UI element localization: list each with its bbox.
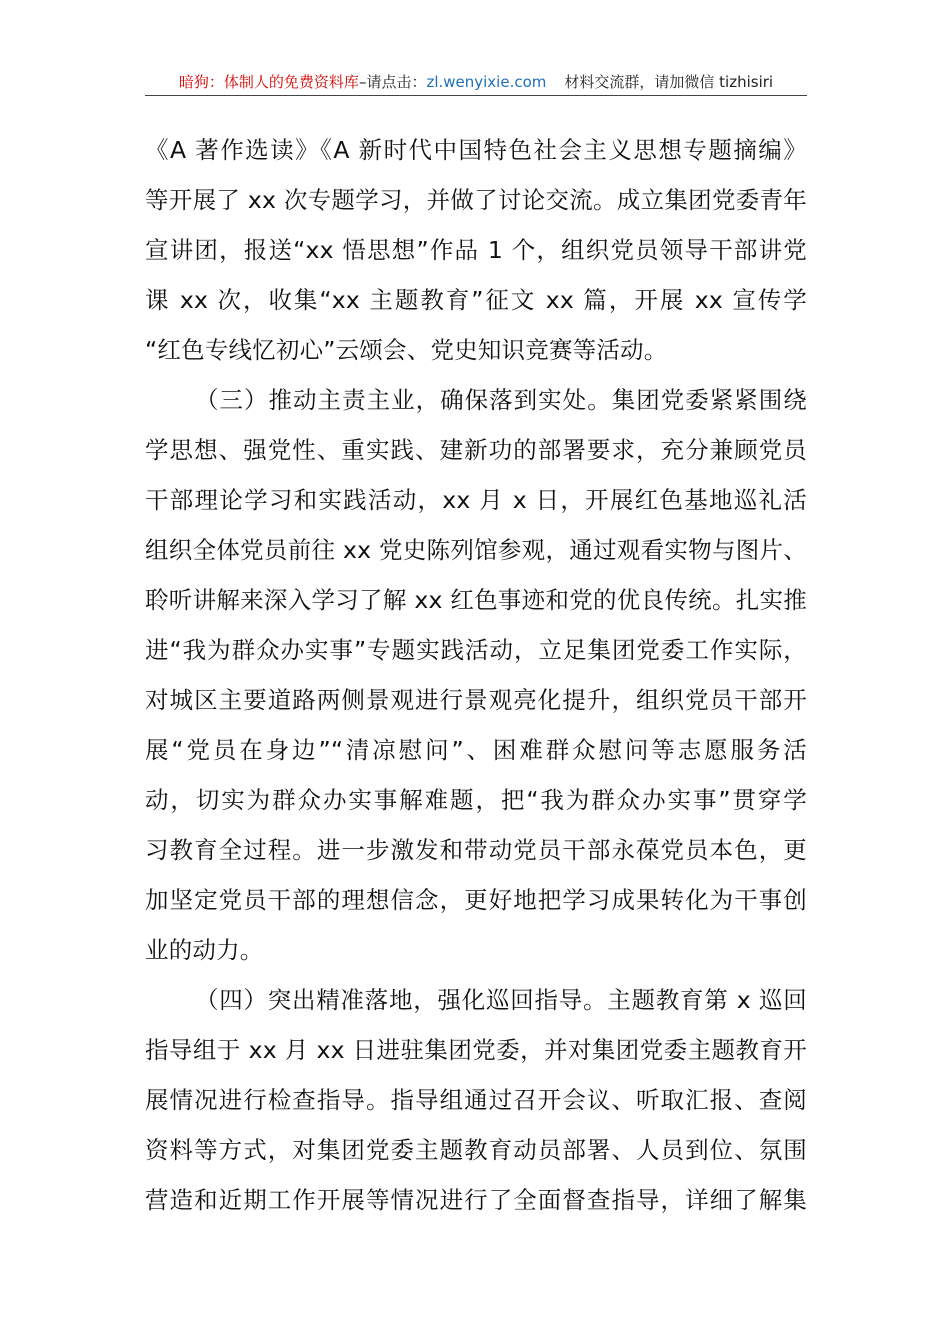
body-line: 展“党员在身边”“清凉慰问”、困难群众慰问等志愿服务活	[145, 736, 807, 764]
header-url-link[interactable]: zl.wenyixie.com	[426, 73, 547, 91]
header-prompt: –请点击：	[358, 73, 427, 91]
body-line: 习教育全过程。进一步激发和带动党员干部永葆党员本色，更	[145, 836, 807, 864]
header-site-name: 暗狗：体制人的免费资料库	[178, 73, 359, 91]
page-header	[145, 70, 807, 94]
body-line: 进“我为群众办实事”专题实践活动，立足集团党委工作实际，	[145, 636, 807, 664]
body-line: 干部理论学习和实践活动，xx 月 x 日，开展红色基地巡礼活	[145, 486, 807, 514]
body-line: 营造和近期工作开展等情况进行了全面督查指导，详细了解集	[145, 1186, 807, 1214]
body-line: 业的动力。	[145, 936, 264, 964]
body-line: 等开展了 xx 次专题学习，并做了讨论交流。成立集团党委青年	[145, 186, 807, 214]
body-line: 聆听讲解来深入学习了解 xx 红色事迹和党的优良传统。扎实推	[145, 586, 807, 614]
section-heading-line: （三）推动主责主业，确保落到实处。集团党委紧紧围绕	[195, 386, 807, 414]
body-line: 《A 著作选读》《A 新时代中国特色社会主义思想专题摘编》	[145, 136, 807, 164]
body-line: 资料等方式，对集团党委主题教育动员部署、人员到位、氛围	[145, 1136, 807, 1164]
body-line: “红色专线忆初心”云颂会、党史知识竞赛等活动。	[145, 336, 668, 364]
body-line: 学思想、强党性、重实践、建新功的部署要求，充分兼顾党员	[145, 436, 807, 464]
body-line: 加坚定党员干部的理想信念，更好地把学习成果转化为干事创	[145, 886, 807, 914]
section-heading-line: （四）突出精准落地，强化巡回指导。主题教育第 x 巡回	[195, 986, 807, 1014]
body-line: 宣讲团，报送“xx 悟思想”作品 1 个，组织党员领导干部讲党	[145, 236, 807, 264]
body-line: 动，切实为群众办实事解难题，把“我为群众办实事”贯穿学	[145, 786, 807, 814]
body-line: 对城区主要道路两侧景观进行景观亮化提升，组织党员干部开	[145, 686, 807, 714]
body-line: 指导组于 xx 月 xx 日进驻集团党委，并对集团党委主题教育开	[145, 1036, 807, 1064]
body-line: 组织全体党员前往 xx 党史陈列馆参观，通过观看实物与图片、	[145, 536, 807, 564]
header-group-text: 材料交流群，请加微信 tizhisiri	[564, 73, 774, 91]
header-divider	[145, 95, 807, 96]
body-line: 展情况进行检查指导。指导组通过召开会议、听取汇报、查阅	[145, 1086, 807, 1114]
body-line: 课 xx 次，收集“xx 主题教育”征文 xx 篇，开展 xx 宣传学	[145, 286, 807, 314]
